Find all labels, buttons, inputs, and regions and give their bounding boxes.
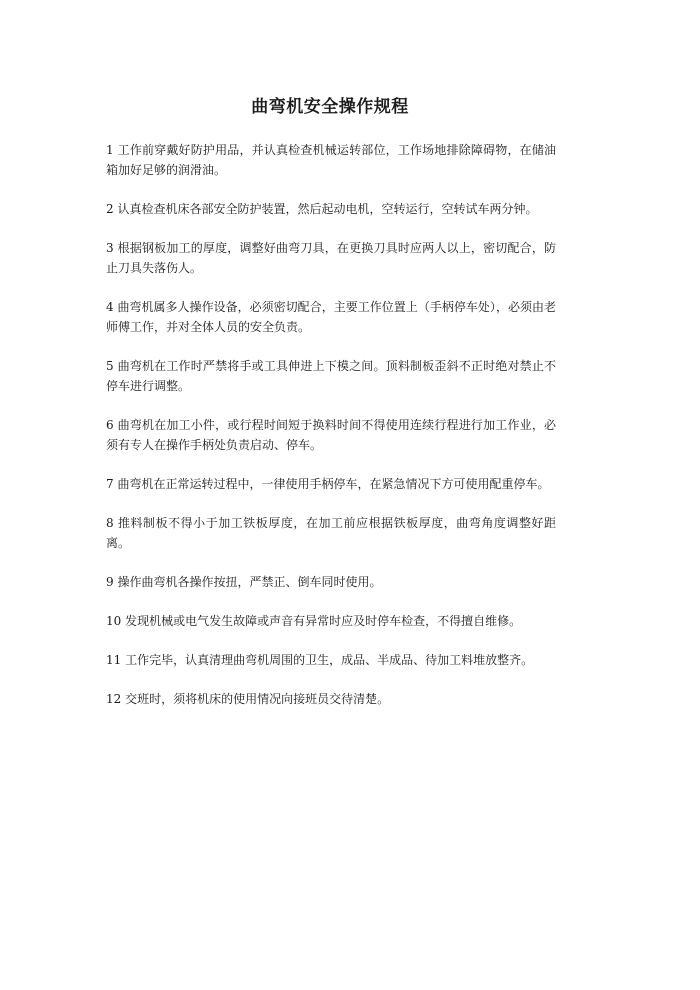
rule-item-11: 11 工作完毕，认真清理曲弯机周围的卫生，成品、半成品、待加工料堆放整齐。 xyxy=(106,653,534,667)
rule-item-1: 1 工作前穿戴好防护用品，并认真检查机械运转部位，工作场地排除障碍物，在储油箱加好足够的润滑油。 xyxy=(106,143,556,177)
rule-item-4: 4 曲弯机属多人操作设备，必须密切配合，主要工作位置上（手柄停车处），必须由老师傅工作，并对全体人员的安全负责。 xyxy=(106,300,556,334)
rule-item-8: 8 推料制板不得小于加工铁板厚度，在加工前应根据铁板厚度，曲弯角度调整好距离。 xyxy=(106,516,556,550)
rule-item-9: 9 操作曲弯机各操作按扭，严禁正、倒车同时使用。 xyxy=(106,575,382,589)
rule-item-5: 5 曲弯机在工作时严禁将手或工具伸进上下模之间。顶料制板歪斜不正时绝对禁止不停车进行调整。 xyxy=(106,359,556,393)
rule-item-6: 6 曲弯机在加工小件，或行程时间短于换料时间不得使用连续行程进行加工作业，必须有专人在操作手柄处负责启动、停车。 xyxy=(106,418,556,452)
rule-item-2: 2 认真检查机床各部安全防护装置，然后起动电机，空转运行，空转试车两分钟。 xyxy=(106,202,538,216)
rule-item-7: 7 曲弯机在正常运转过程中，一律使用手柄停车，在紧急情况下方可使用配重停车。 xyxy=(106,477,550,491)
document-title: 曲弯机安全操作规程 xyxy=(251,97,409,117)
rules-list xyxy=(106,140,556,728)
rule-item-10: 10 发现机械或电气发生故障或声音有异常时应及时停车检查，不得擅自维修。 xyxy=(106,614,522,628)
rule-item-12: 12 交班时，须将机床的使用情况向接班员交待清楚。 xyxy=(106,692,390,706)
rule-item-3: 3 根据钢板加工的厚度，调整好曲弯刀具，在更换刀具时应两人以上，密切配合，防止刀具失落伤人。 xyxy=(106,241,556,275)
